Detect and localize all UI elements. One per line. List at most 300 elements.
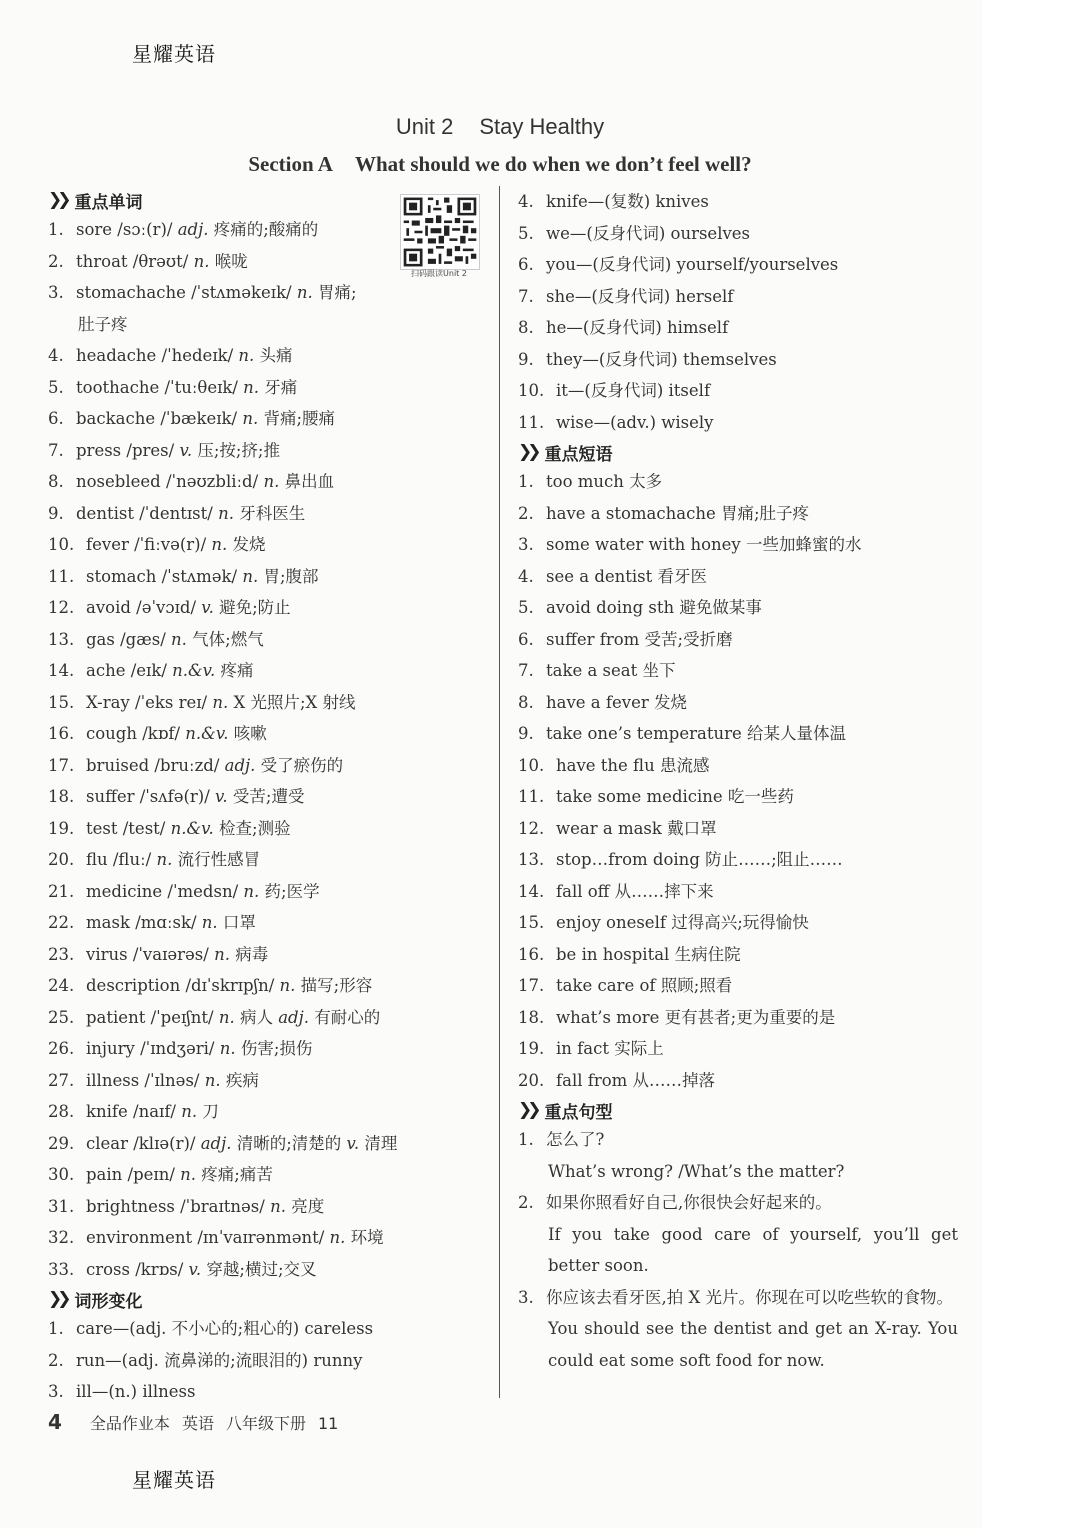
item-number: 5. [518,223,534,243]
word-meaning: 背痛;腰痛 [263,409,336,428]
item-number: 29. [48,1133,75,1153]
item-number: 19. [48,818,75,838]
part-of-speech: adj. [224,755,256,775]
part-of-speech: v. [188,1259,202,1279]
footer-series: 全品作业本 [89,1414,170,1433]
item-number: 22. [48,913,75,932]
part-of-speech: v. [179,440,193,460]
word-form-item [518,218,958,250]
item-number: 7. [518,661,534,680]
phrase-text: some water with honey 一些加蜂蜜的水 [546,535,862,554]
word-text: medicine /ˈmedsn/ [86,881,239,901]
word-form-text: care—(adj. 不小心的;粗心的) careless [76,1319,374,1338]
section-title [0,152,1000,177]
word-text: throat /θrəʊt/ [76,251,189,271]
item-number: 11. [48,566,75,586]
part-of-speech: n.&v. [185,724,229,743]
part-of-speech: v. [346,1133,360,1153]
sentence-chinese-text: 如果你照看好自己,你很快会好起来的。 [546,1193,832,1212]
item-number: 14. [518,881,545,901]
item-number: 28. [48,1102,75,1121]
word-form-item [518,312,958,344]
part-of-speech: n. [243,881,260,901]
part-of-speech: adj. [278,1007,309,1027]
part-of-speech: n. [279,976,296,995]
phrase-text: see a dentist 看牙医 [546,566,708,586]
word-text: virus /ˈvaɪərəs/ [86,944,209,964]
word-item [48,1002,488,1034]
item-number: 15. [518,913,545,932]
phrase-text: take care of 照顾;照看 [556,976,733,995]
part-of-speech: n. [218,503,234,523]
word-item [48,813,488,845]
item-number: 16. [518,944,545,964]
word-item [48,970,488,1002]
qr-caption: 扫码跟读Unit 2 [411,269,467,278]
phrase-text: stop…from doing 防止……;阻止…… [556,850,843,869]
word-forms-list [48,1313,488,1408]
word-meaning: 清理 [364,1133,398,1153]
word-meaning: 清晰的;清楚的 [236,1133,342,1153]
word-meaning: 刀 [202,1102,219,1121]
watermark-top: 星耀英语 [132,42,216,66]
part-of-speech: n. [218,1007,235,1027]
page-margin [982,0,1080,1528]
phrase-item [518,529,958,561]
word-text: toothache /ˈtuːθeɪk/ [76,377,238,397]
phrase-item [518,592,958,624]
key-words-list [48,214,488,1285]
part-of-speech: adj. [200,1133,232,1153]
word-form-text: it—(反身代词) itself [556,381,711,400]
word-item [48,403,488,435]
sentence-english: If you take good care of yourself, you’ll get better soon. [548,1224,958,1275]
phrase-item [518,655,958,687]
item-number: 17. [518,976,545,995]
word-form-item [518,344,958,376]
phrase-text: be in hospital 生病住院 [556,944,741,964]
word-meaning: 疼痛;痛苦 [201,1165,273,1184]
sentence-chinese [518,1187,958,1219]
phrase-item [518,687,958,719]
key-words-heading: ❯❯ 重点单词 [48,190,143,213]
item-number: 26. [48,1039,75,1058]
phrase-item [518,1065,958,1097]
item-number: 4. [518,192,534,211]
item-number: 2. [48,251,64,271]
word-meaning: 疾病 [225,1070,259,1090]
word-text: backache /ˈbækeɪk/ [76,409,238,428]
word-text: avoid /əˈvɔɪd/ [86,598,196,617]
word-meaning: 病人 [239,1007,273,1027]
phrase-text: have a stomachache 胃痛;肚子疼 [546,503,810,523]
word-form-text: we—(反身代词) ourselves [546,223,751,243]
section-name: What should we do when we don’t feel well? [354,152,752,176]
word-item [48,1096,488,1128]
word-forms-heading: ❯❯ 词形变化 [48,1289,143,1312]
word-meaning: 头痛 [259,346,293,365]
word-form-item [48,1345,488,1377]
phrase-text: fall off 从……摔下来 [556,881,714,901]
page-footer [48,1410,338,1434]
footer-subject: 英语 [181,1414,214,1433]
page-number: 4 [48,1410,62,1434]
item-number: 9. [518,349,534,369]
phrase-item [518,1033,958,1065]
word-meaning: 压;按;挤;推 [197,440,280,460]
word-item [48,435,488,467]
part-of-speech: n. [180,1165,197,1184]
item-number: 6. [518,255,534,274]
word-item [48,687,488,719]
sentence-english: What’s wrong? /What’s the matter? [548,1161,845,1181]
double-chevron-icon: ❯❯ [48,190,67,210]
sentence-chinese [518,1282,958,1314]
word-meaning: 环境 [350,1228,384,1247]
word-item [48,1065,488,1097]
item-number: 18. [48,787,75,806]
part-of-speech: n. [296,283,313,302]
item-number: 2. [518,503,534,523]
word-meaning: 气体;燃气 [192,629,264,649]
word-item [48,529,488,561]
item-number: 8. [518,692,534,712]
word-item [48,214,488,246]
part-of-speech: n. [181,1102,198,1121]
sentence-chinese-text: 怎么了? [546,1130,605,1149]
item-number: 3. [518,535,534,554]
phrase-item [518,876,958,908]
word-meaning: 药;医学 [264,881,320,901]
item-number: 23. [48,944,75,964]
part-of-speech: adj. [177,220,209,239]
sentence-chinese-text: 你应该去看牙医,拍 X 光片。你现在可以吃些软的食物。 [546,1287,953,1307]
item-number: 7. [518,286,534,306]
phrase-item [518,750,958,782]
word-text: cross /krɒs/ [86,1259,184,1279]
sentence-chinese [518,1124,958,1156]
sentence-english: You should see the dentist and get an X-ray. You could eat some soft food for now. [548,1319,958,1370]
part-of-speech: n. [242,566,259,586]
item-number: 7. [48,440,64,460]
item-number: 20. [518,1070,545,1090]
word-item [48,907,488,939]
left-column [48,186,488,1408]
item-number: 9. [518,724,534,743]
item-number: 4. [48,346,64,365]
item-number: 10. [518,755,545,775]
word-item [48,340,488,372]
word-meaning: 穿越;横过;交叉 [206,1259,317,1279]
word-item [48,655,488,687]
word-meaning: 口罩 [222,913,256,932]
item-number: 3. [518,1287,534,1307]
phrase-item [518,970,958,1002]
word-item [48,1159,488,1191]
word-form-text: they—(反身代词) themselves [546,349,777,369]
word-meaning: 发烧 [232,535,266,554]
word-form-text: you—(反身代词) yourself/yourselves [546,255,839,274]
part-of-speech: v. [201,598,214,617]
word-text: injury /ˈɪndʒəri/ [86,1039,215,1058]
part-of-speech: n. [156,850,173,869]
word-text: dentist /ˈdentɪst/ [76,503,213,523]
item-number: 10. [48,535,75,554]
phrase-item [518,498,958,530]
item-number: 8. [518,318,534,337]
word-forms-list-continued [518,186,958,438]
word-form-item [518,281,958,313]
word-text: X-ray /ˈeks reɪ/ [86,692,208,712]
watermark-bottom: 星耀英语 [132,1468,216,1492]
item-number: 8. [48,472,64,491]
part-of-speech: n. [211,535,228,554]
item-number: 11. [518,787,545,806]
item-number: 32. [48,1228,75,1247]
word-text: brightness /ˈbraɪtnəs/ [86,1196,265,1216]
word-meaning: 疼痛的;酸痛的 [213,220,319,239]
column-divider [499,186,500,1398]
word-item [48,372,488,404]
phrase-item [518,561,958,593]
phrase-item [518,813,958,845]
word-item [48,1222,488,1254]
part-of-speech: n.&v. [170,818,214,838]
word-text: test /test/ [86,818,166,838]
item-number: 24. [48,976,75,995]
key-phrases-list [518,466,958,1096]
part-of-speech: n. [219,1039,236,1058]
item-number: 30. [48,1165,75,1184]
word-form-text: he—(反身代词) himself [546,318,729,337]
word-item [48,246,488,278]
section-label: Section A [248,152,333,176]
part-of-speech: n. [329,1228,346,1247]
right-column [518,186,958,1376]
item-number: 33. [48,1259,75,1279]
item-number: 4. [518,566,534,586]
part-of-speech: n. [171,629,187,649]
part-of-speech: n. [214,944,230,964]
phrase-text: too much 太多 [546,472,663,491]
phrase-text: take some medicine 吃一些药 [556,787,794,806]
item-number: 3. [48,283,64,302]
word-meaning: 牙科医生 [239,503,306,523]
word-form-text: she—(反身代词) herself [546,286,734,306]
word-item [48,277,488,309]
footer-code: 11 [317,1414,339,1433]
phrase-item [518,844,958,876]
item-number: 1. [48,220,64,239]
word-text: sore /sɔː(r)/ [76,220,173,239]
word-text: ache /eɪk/ [86,661,167,680]
unit-title [0,114,1000,140]
phrase-text: take one’s temperature 给某人量体温 [546,724,847,743]
part-of-speech: n. [201,913,218,932]
part-of-speech: n. [238,346,255,365]
item-number: 6. [48,409,64,428]
item-number: 2. [518,1193,534,1212]
word-item [48,1128,488,1160]
part-of-speech: n.&v. [172,661,216,680]
part-of-speech: n. [193,251,210,271]
phrase-text: fall from 从……掉落 [556,1070,716,1090]
item-number: 12. [518,818,545,838]
word-meaning: 咳嗽 [233,724,267,743]
word-form-item [48,1313,488,1345]
word-text: bruised /bruːzd/ [86,755,220,775]
word-form-text: run—(adj. 流鼻涕的;流眼泪的) runny [76,1350,363,1370]
word-item [48,1254,488,1286]
item-number: 18. [518,1007,545,1027]
word-item [48,1033,488,1065]
word-item [48,781,488,813]
phrase-text: have a fever 发烧 [546,692,687,712]
item-number: 12. [48,598,75,617]
word-meaning: 鼻出血 [284,472,335,491]
phrase-item [518,781,958,813]
part-of-speech: n. [204,1070,221,1090]
word-item-continued [48,309,488,341]
item-number: 15. [48,692,75,712]
word-meaning: 病毒 [235,944,269,964]
word-item [48,466,488,498]
phrase-item [518,907,958,939]
word-text: environment /ɪnˈvaɪrənmənt/ [86,1228,325,1247]
phrase-item [518,466,958,498]
phrase-text: what’s more 更有甚者;更为重要的是 [556,1007,836,1027]
part-of-speech: n. [212,692,229,712]
part-of-speech: n. [243,377,260,397]
item-number: 5. [518,598,534,617]
part-of-speech: v. [215,787,228,806]
word-text: pain /peɪn/ [86,1165,175,1184]
part-of-speech: n. [270,1196,286,1216]
word-form-text: knife—(复数) knives [546,192,709,211]
part-of-speech: n. [242,409,259,428]
word-form-item [518,249,958,281]
phrase-text: have the flu 患流感 [556,755,710,775]
unit-label: Unit 2 [395,114,454,139]
key-sentences-heading: ❯❯ 重点句型 [518,1100,613,1123]
word-text: description /dɪˈskrɪpʃn/ [86,976,275,995]
phrase-item [518,939,958,971]
word-meaning: 胃痛; [318,283,357,302]
word-text: flu /fluː/ [86,850,152,869]
item-number: 17. [48,755,75,775]
footer-grade: 八年级下册 [225,1414,306,1433]
item-number: 10. [518,381,545,400]
item-number: 6. [518,629,534,649]
word-form-item [518,375,958,407]
word-meaning: 受苦;遭受 [232,787,305,806]
word-text: mask /mɑːsk/ [86,913,197,932]
word-item [48,876,488,908]
phrase-text: enjoy oneself 过得高兴;玩得愉快 [556,913,809,932]
word-item [48,718,488,750]
double-chevron-icon: ❯❯ [48,1289,67,1309]
phrase-text: wear a mask 戴口罩 [556,818,717,838]
word-item [48,750,488,782]
word-form-item [518,407,958,439]
word-text: headache /ˈhedeɪk/ [76,346,234,365]
word-text: clear /klɪə(r)/ [86,1133,196,1153]
word-meaning: 疼痛 [220,661,254,680]
word-item [48,844,488,876]
word-meaning: 喉咙 [214,251,248,271]
word-text: cough /kɒf/ [86,724,181,743]
unit-name: Stay Healthy [479,114,605,139]
phrase-text: suffer from 受苦;受折磨 [546,629,733,649]
word-form-text: wise—(adv.) wisely [556,412,714,432]
double-chevron-icon: ❯❯ [518,1100,537,1120]
word-meaning: 牙痛 [264,377,298,397]
word-meaning: 流行性感冒 [177,850,261,869]
item-number: 9. [48,503,64,523]
word-meaning: X 光照片;X 射线 [233,692,356,712]
word-meaning: 描写;形容 [300,976,373,995]
phrase-text: in fact 实际上 [556,1039,664,1058]
word-text: press /pres/ [76,440,175,460]
item-number: 2. [48,1350,64,1370]
word-text: fever /ˈfiːvə(r)/ [86,535,207,554]
word-text: knife /naɪf/ [86,1102,176,1121]
word-meaning: 有耐心的 [314,1007,381,1027]
word-item [48,939,488,971]
item-number: 1. [518,472,534,491]
phrase-item [518,624,958,656]
word-meaning: 检查;测验 [219,818,291,838]
item-number: 13. [48,629,75,649]
item-number: 14. [48,661,75,680]
word-text: gas /gæs/ [86,629,166,649]
item-number: 1. [48,1319,64,1338]
word-item [48,1191,488,1223]
key-sentences-list [518,1124,958,1376]
word-text: nosebleed /ˈnəʊzbliːd/ [76,472,259,491]
word-text: patient /ˈpeɪʃnt/ [86,1007,214,1027]
word-item [48,561,488,593]
word-meaning: 胃;腹部 [263,566,319,586]
word-item [48,592,488,624]
item-number: 5. [48,377,64,397]
word-text: suffer /ˈsʌfə(r)/ [86,787,210,806]
phrase-item [518,1002,958,1034]
item-number: 13. [518,850,545,869]
word-meaning: 肚子疼 [78,314,128,334]
word-meaning: 亮度 [291,1196,325,1216]
phrase-text: avoid doing sth 避免做某事 [546,598,762,617]
word-text: stomachache /ˈstʌməkeɪk/ [76,283,292,302]
word-text: illness /ˈɪlnəs/ [86,1070,200,1090]
item-number: 1. [518,1130,534,1149]
item-number: 27. [48,1070,75,1090]
item-number: 11. [518,412,545,432]
item-number: 16. [48,724,75,743]
item-number: 25. [48,1007,75,1027]
phrase-text: take a seat 坐下 [546,661,676,680]
word-meaning: 避免;防止 [219,598,291,617]
phrase-item [518,718,958,750]
item-number: 3. [48,1382,64,1401]
word-item [48,498,488,530]
item-number: 20. [48,850,75,869]
word-form-item [518,186,958,218]
item-number: 31. [48,1196,75,1216]
word-meaning: 伤害;损伤 [240,1039,313,1058]
word-meaning: 受了瘀伤的 [260,755,344,775]
key-phrases-heading: ❯❯ 重点短语 [518,442,613,465]
